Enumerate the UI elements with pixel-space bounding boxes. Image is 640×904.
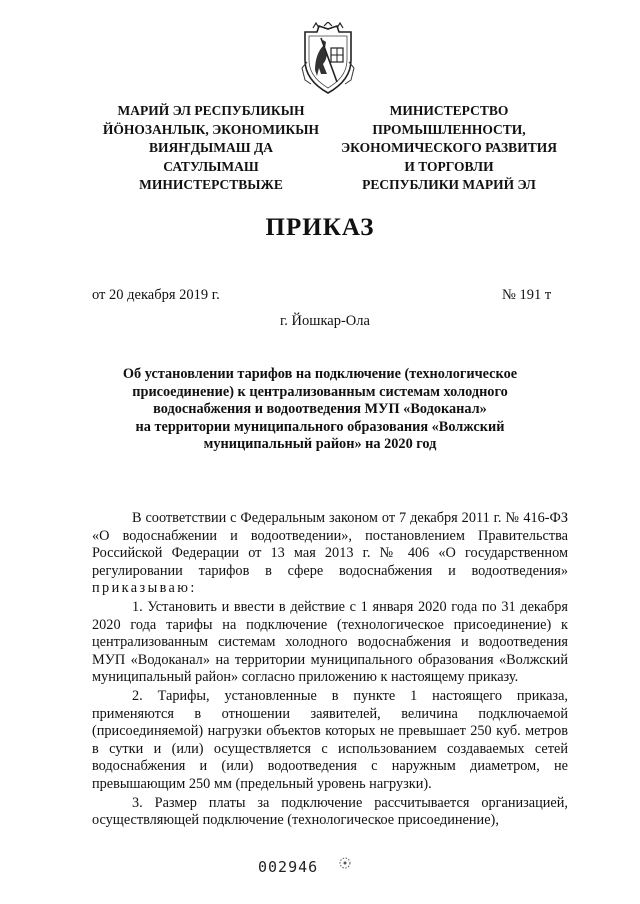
order-date: от 20 декабря 2019 г. — [92, 287, 220, 303]
subject-line: присоединение) к централизованным системам холодного — [132, 383, 508, 400]
header-left-line: ВИЯҤДЫМАШ ДА — [149, 140, 273, 155]
document-serial-number: 002946 — [258, 858, 319, 876]
body-intro-text: В соответствии с Федеральным законом от 7 декабря 2011 г. № 416-ФЗ «О водоснабжении и водоотведении», постановлением Правительства Российской Федерации от 13 мая 2013 г. № 406 «О государственном регулировании тарифов в сфере водоснабжения и водоотведения» — [92, 510, 568, 579]
header-left-line: МАРИЙ ЭЛ РЕСПУБЛИКЫН — [117, 103, 305, 118]
order-city: г. Йошкар-Ола — [280, 313, 370, 329]
header-left-ministry-name-mari — [100, 102, 322, 195]
coat-of-arms-emblem — [297, 22, 359, 96]
subject-line: муниципальный район» на 2020 год — [203, 436, 437, 453]
body-intro-paragraph — [92, 510, 568, 598]
body-paragraph-3: 3. Размер платы за подключение рассчитывается организацией, осуществляющей подключение (технологическое присоединение), — [92, 794, 568, 829]
body-paragraph-2: 2. Тарифы, установленные в пункте 1 настоящего приказа, применяются в отношении заявителей, величина подключаемой (присоединяемой) нагрузки объектов которых не превышает 250 куб. метров в сутки и (или) осуществляется с использованием создаваемых сетей водоснабжения и (или) водоотведения с наружным диаметром, не превышающим 250 мм (предельный уровень нагрузки). — [92, 687, 568, 792]
document-title: ПРИКАЗ — [265, 214, 375, 241]
order-number: № 191 т — [502, 287, 552, 303]
header-left-line: САТУЛЫМАШ — [163, 158, 259, 174]
header-left-line: ЙӦНОЗАНЛЫК, ЭКОНОМИКЫН — [102, 121, 320, 137]
header-right-line: ПРОМЫШЛЕННОСТИ, — [372, 121, 526, 137]
subject-line: на территории муниципального образования «Волжский — [135, 418, 505, 435]
order-subject — [100, 366, 540, 454]
header-right-line: РЕСПУБЛИКИ МАРИЙ ЭЛ — [362, 177, 536, 192]
seal-dot-mark — [338, 856, 352, 870]
order-body — [92, 510, 568, 830]
decree-word: приказываю: — [92, 580, 197, 597]
header-right-ministry-name-russian — [338, 102, 560, 195]
header-right-line: МИНИСТЕРСТВО — [389, 103, 509, 118]
header-left-line: МИНИСТЕРСТВЫЖЕ — [139, 177, 283, 192]
subject-line: Об установлении тарифов на подключение (технологическое — [122, 366, 518, 382]
subject-line: водоснабжения и водоотведения МУП «Водоканал» — [153, 401, 487, 418]
body-paragraph-1: 1. Установить и ввести в действие с 1 января 2020 года по 31 декабря 2020 года тарифы на подключение (технологическое присоединение) к централизованным системам холодного водоснабжения и водоотведения МУП «Водоканал» на территории муниципального образования «Волжский муниципальный район» согласно приложению к настоящему приказу. — [92, 598, 568, 686]
header-right-line: ЭКОНОМИЧЕСКОГО РАЗВИТИЯ — [341, 140, 557, 155]
header-right-line: И ТОРГОВЛИ — [404, 158, 494, 174]
